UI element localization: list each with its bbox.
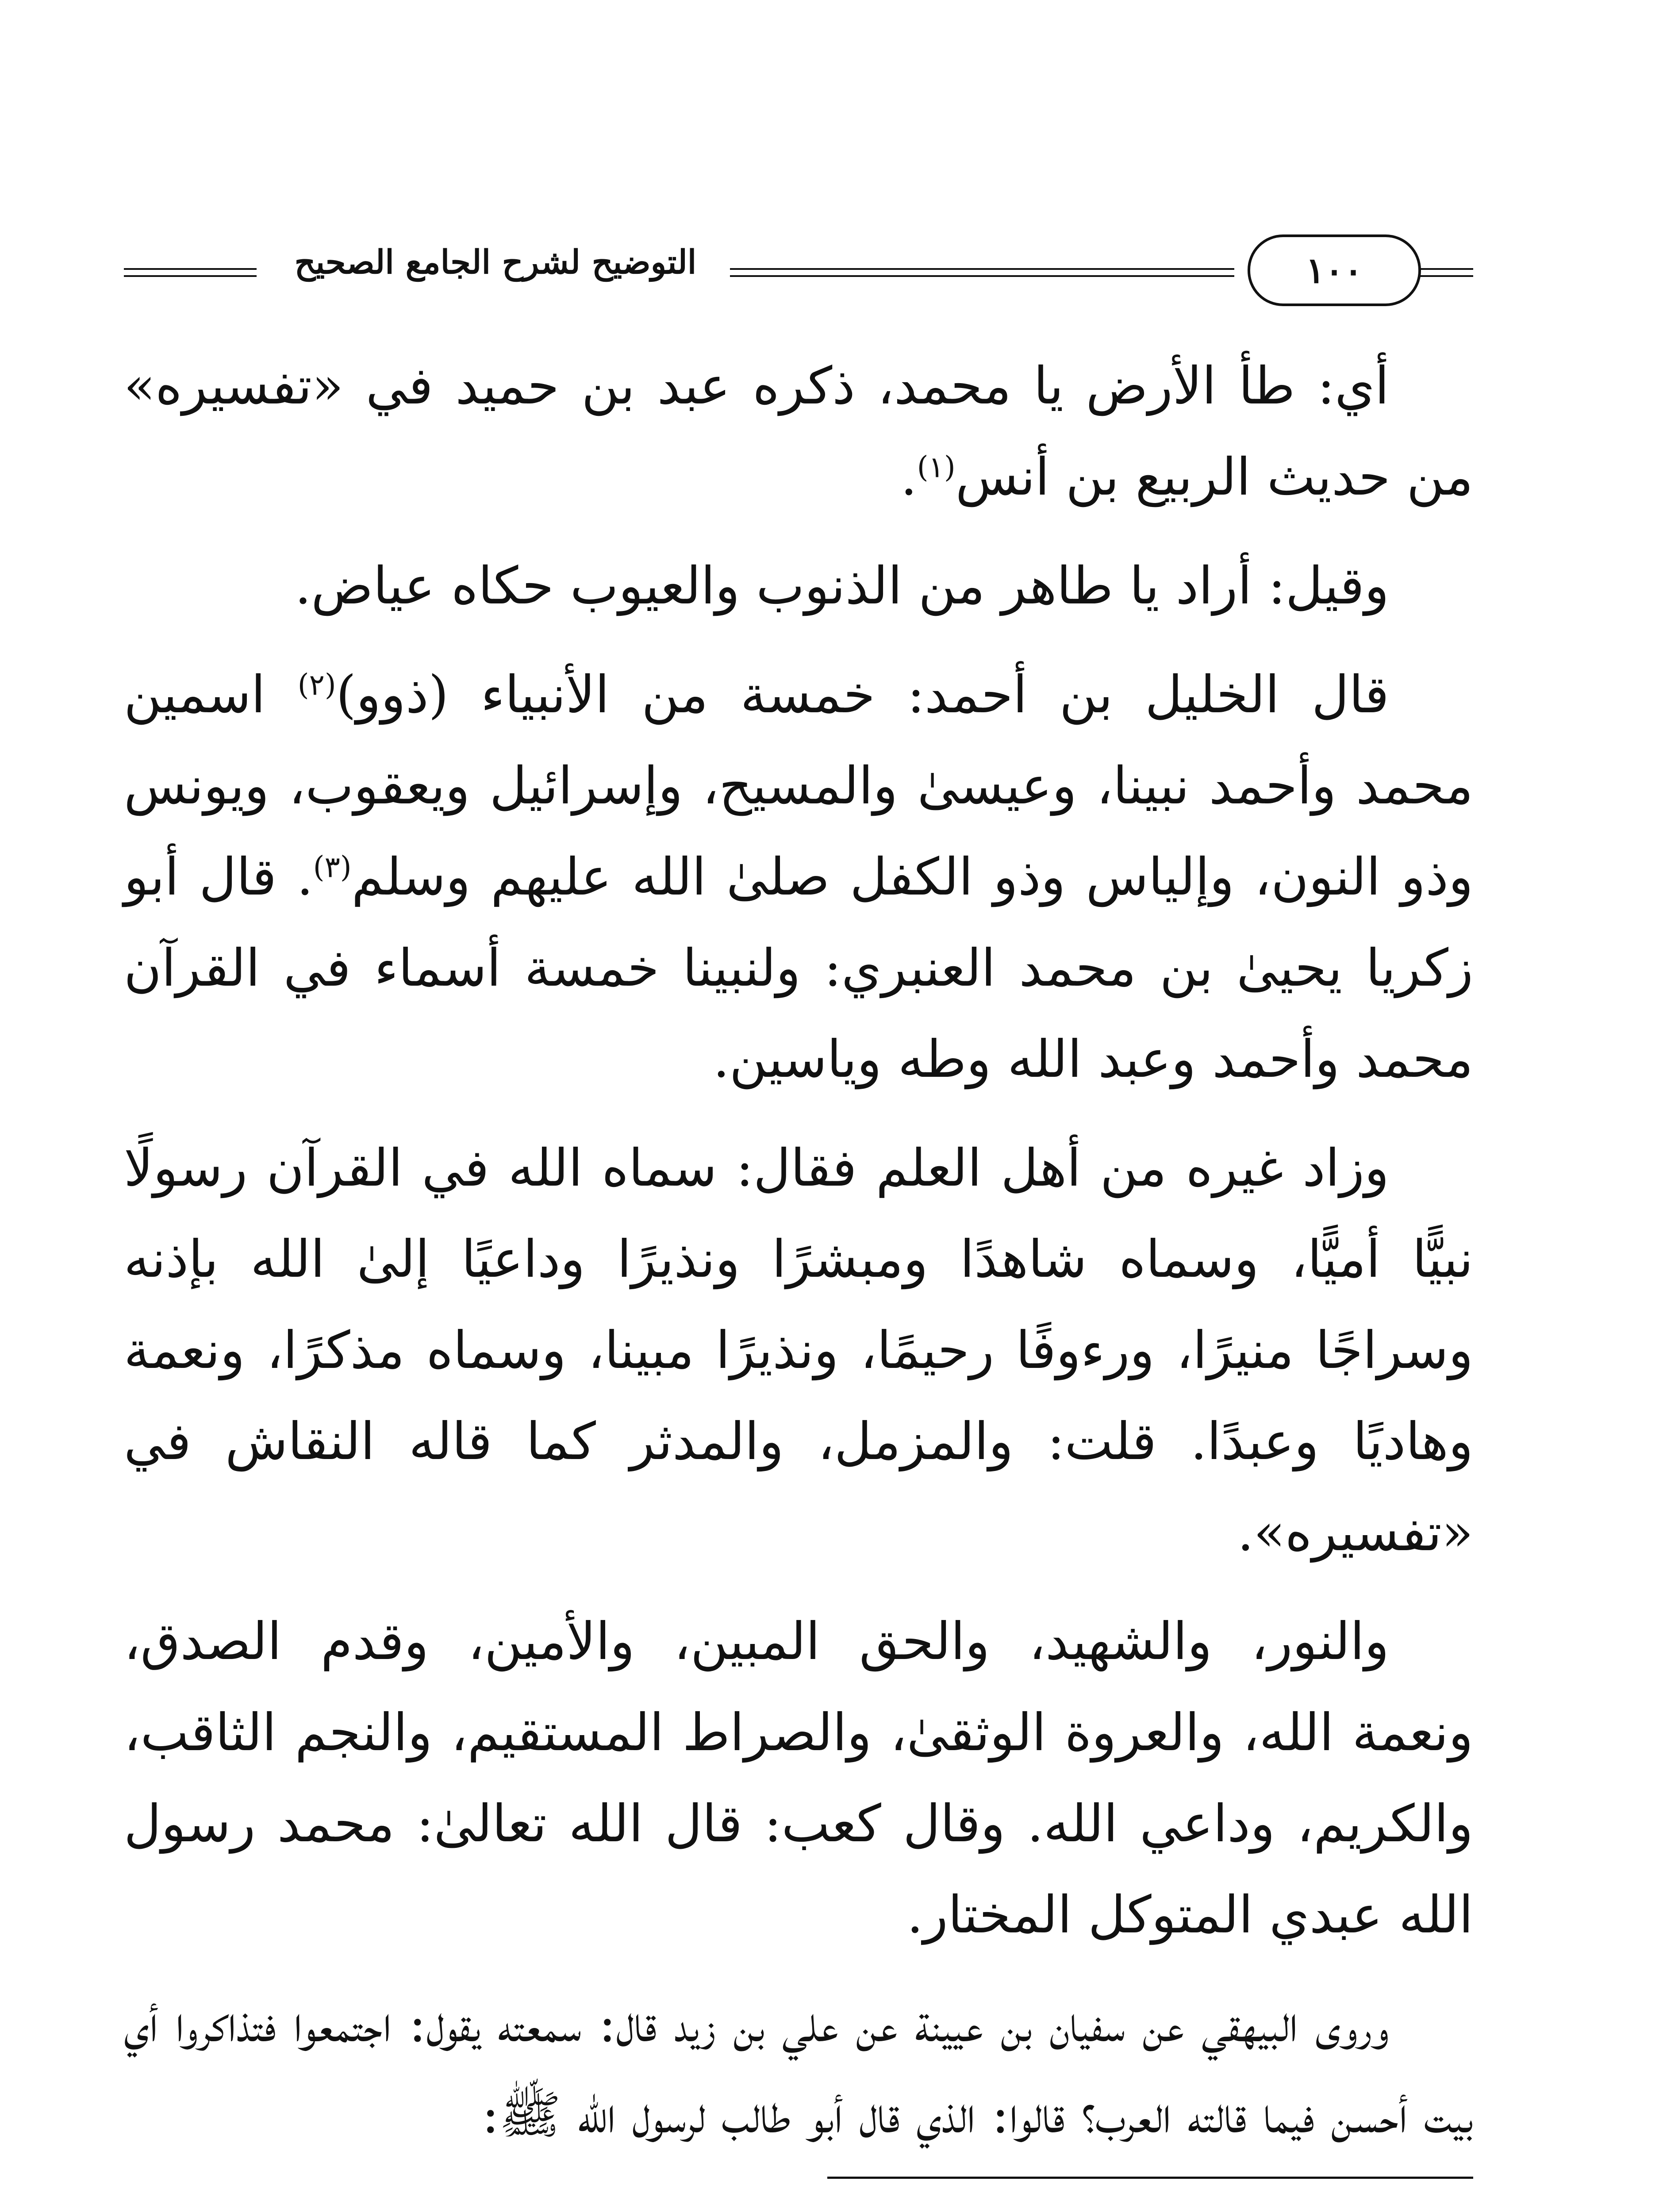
header-rule-middle [730,268,1234,277]
footnotes [190,2203,1473,2212]
paragraph-text: اسمين محمد وأحمد نبينا، وعيسىٰ والمسيح، وإسرائيل ويعقوب، ويونس وذو النون، وإلياس وذو الكفل صلىٰ الله عليهم وسلم [124,665,1474,907]
paragraph-text: . قال أبو زكريا يحيىٰ بن محمد العنبري: ولنبينا خمسة أسماء في القرآن محمد وأحمد وعبد الله وطه وياسين. [124,847,1473,1089]
footnote [190,2203,1473,2212]
paragraph [124,649,1473,1105]
page-number-badge [1248,234,1421,306]
footnote-reference[interactable]: (١) [917,450,956,484]
header-rule-left [124,268,257,277]
running-header [124,230,1473,319]
footnote-reference[interactable]: (٣) [313,850,352,884]
paragraph-text: والنور، والشهيد، والحق المبين، والأمين، وقدم الصدق، ونعمة الله، والعروة الوثقىٰ، والصراط المستقيم، والنجم الثاقب، والكريم، وداعي الله. وقال كعب: قال الله تعالىٰ: محمد رسول الله عبدي المتوكل المختار. [124,1612,1473,1945]
paragraph-text: . [900,447,917,507]
paragraph-text: وروى البيهقي عن سفيان بن عيينة عن علي بن زيد قال: سمعته يقول: اجتمعوا فتذاكروا أي بيت أحسن فيما قالته العرب؟ قالوا: الذي قال أبو طالب لرسول الله ﷺ: [124,1994,1473,2145]
footnote-reference[interactable]: (٢) [297,668,336,702]
paragraph [124,341,1473,523]
paragraph-text: قال الخليل بن أحمد: خمسة من الأنبياء (ذوو) [336,665,1389,725]
footnote-separator [827,2177,1473,2179]
paragraph [124,1596,1473,1961]
paragraph-text: وقيل: أراد يا طاهر من الذنوب والعيوب حكاه عياض. [295,556,1389,616]
footnote-number [1407,2203,1473,2212]
paragraph [124,541,1473,632]
header-rule-right [1420,268,1473,277]
paragraph [124,1978,1473,2161]
paragraph-text: وزاد غيره من أهل العلم فقال: سماه الله في القرآن رسولًا نبيًّا أميًّا، وسماه شاهدًا ومبشرًا ونذيرًا وداعيًا إلىٰ الله بإذنه وسراجًا منيرًا، ورءوفًا رحيمًا، ونذيرًا مبينا، وسماه مذكرًا، ونعمة وهاديًا وعبدًا. قلت: والمزمل، والمدثر كما قاله النقاش في «تفسيره». [124,1138,1473,1563]
main-text [124,341,1473,2178]
page-number: ١٠٠ [1306,250,1363,291]
paragraph [124,1123,1473,1578]
paragraph-text: أي: طأ الأرض يا محمد، ذكره عبد بن حميد في «تفسيره» من حديث الربيع بن أنس [124,356,1473,507]
running-title: التوضيح لشرح الجامع الصحيح [294,243,697,281]
